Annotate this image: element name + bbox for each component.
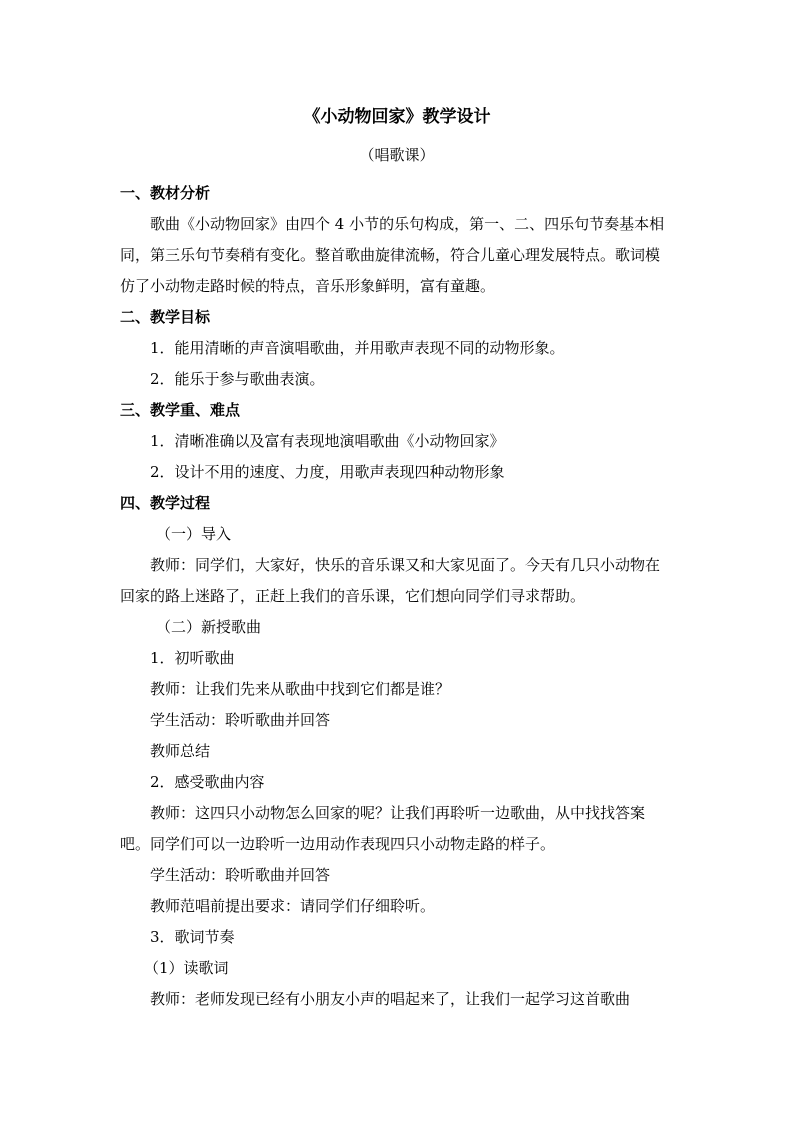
document-title: 《小动物回家》教学设计 — [303, 107, 491, 127]
section-heading-objectives: 二、教学目标 — [120, 308, 211, 326]
objective-item: 2．能乐于参与歌曲表演。 — [150, 370, 325, 388]
step-line: 学生活动：聆听歌曲并回答 — [150, 866, 331, 884]
intro-paragraph: 教师：同学们，大家好，快乐的音乐课又和大家见面了。今天有几只小动物在回家的路上迷路了，正赶上我们的音乐课，它们想向同学们寻求帮助。 — [120, 556, 661, 605]
objective-item: 1．能用清晰的声音演唱歌曲，并用歌声表现不同的动物形象。 — [150, 339, 565, 357]
section-heading-process: 四、教学过程 — [120, 494, 211, 512]
step-line: 教师总结 — [150, 742, 211, 760]
process-part-heading: （二）新授歌曲 — [156, 618, 262, 636]
step-paragraph: 教师：这四只小动物怎么回家的呢？让我们再聆听一边歌曲，从中找找答案吧。同学们可以一边聆听一边用动作表现四只小动物走路的样子。 — [120, 804, 646, 853]
step-heading: 3．歌词节奏 — [150, 928, 235, 946]
key-point-item: 2．设计不用的速度、力度，用歌声表现四种动物形象 — [150, 463, 505, 481]
key-point-item: 1．清晰准确以及富有表现地演唱歌曲《小动物回家》 — [150, 432, 505, 450]
document-subtitle: （唱歌课） — [359, 146, 435, 164]
step-heading: 1．初听歌曲 — [150, 649, 235, 667]
step-line: 教师范唱前提出要求：请同学们仔细聆听。 — [150, 897, 436, 915]
step-line: 学生活动：聆听歌曲并回答 — [150, 711, 331, 729]
step-line: 教师：让我们先来从歌曲中找到它们都是谁？ — [150, 680, 451, 698]
section-heading-key-points: 三、教学重、难点 — [120, 401, 241, 419]
step-heading: 2．感受歌曲内容 — [150, 773, 265, 791]
section-heading-analysis: 一、教材分析 — [120, 184, 211, 202]
step-sub-heading: （1）读歌词 — [144, 959, 229, 977]
step-paragraph: 教师：老师发现已经有小朋友小声的唱起来了，让我们一起学习这首歌曲 — [150, 990, 631, 1008]
process-part-heading: （一）导入 — [156, 525, 232, 543]
analysis-paragraph: 歌曲《小动物回家》由四个 4 小节的乐句构成，第一、二、四乐句节奏基本相同，第三乐句节奏稍有变化。整首歌曲旋律流畅，符合儿童心理发展特点。歌词模仿了小动物走路时候的特点，音乐形象鲜明，富有童趣。 — [120, 215, 665, 295]
